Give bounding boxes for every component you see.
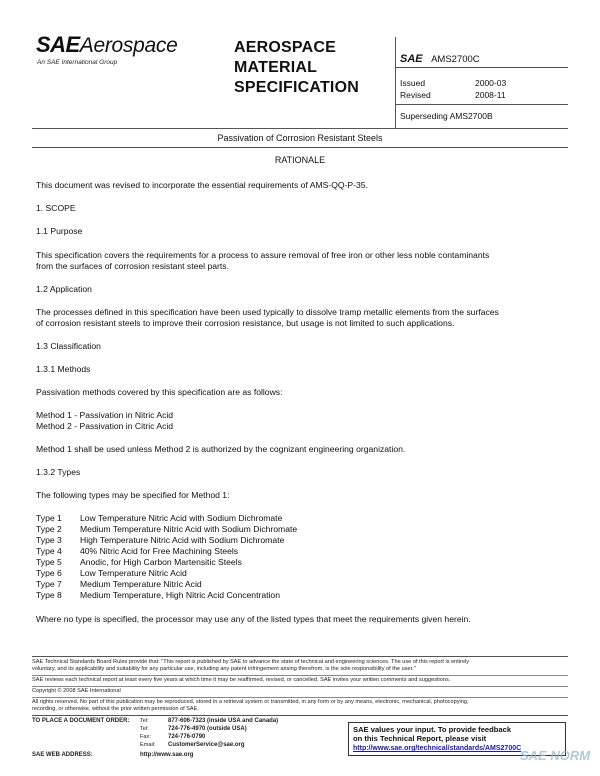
header-divider [32,128,568,129]
type-label: Type 5 [36,557,62,567]
sae-aerospace-logo [36,32,177,58]
header-divider [395,67,568,68]
section-heading: 1.3.2 Types [36,467,81,477]
rationale-text: This document was revised to incorporate the essential requirements of AMS-QQ-P-35. [36,180,368,190]
body-paragraph-line: The processes defined in this specification have been used typically to dissolve tramp metallic elements from the surfaces [36,307,499,317]
footer-notice-line: SAE reviews each technical report at least every five years at which time it may be reaffirmed, revised, or cancelled. SAE invites your written comments and suggestions. [32,677,451,683]
footer-divider [32,697,568,698]
issued-date: 2000-03 [475,78,507,88]
body-paragraph-line: Passivation methods covered by this specification are as follows: [36,387,283,397]
logo-sae-text: SAE [36,32,80,57]
footer-divider [32,715,568,716]
revised-date: 2008-11 [475,90,506,100]
body-paragraph-line: from the surfaces of corrosion resistant steel parts. [36,261,229,271]
footer-divider [32,656,568,657]
type-label: Type 1 [36,513,62,523]
order-label: TO PLACE A DOCUMENT ORDER: [32,718,130,724]
type-description: Anodic, for High Carbon Martensitic Steels [80,557,242,567]
footer-notice-line: All rights reserved. No part of this publication may be reproduced, stored in a retrieval system or transmitted, in any form or by any means, electronic, mechanical, photocopying, [32,699,469,705]
spec-title-line: SPECIFICATION [234,79,359,96]
type-description: High Temperature Nitric Acid with Sodium Dichromate [80,535,285,545]
email-link[interactable]: CustomerService@sae.org [168,742,245,748]
method-item: Method 2 - Passivation in Citric Acid [36,421,174,431]
section-heading: 1.3.1 Methods [36,364,91,374]
issued-label: Issued [400,78,426,88]
email-label: Email: [140,742,156,748]
footer-notice-line: voluntary, and its applicability and suitability for any particular use, including any patent infringement arising therefrom, is the sole responsibility of the user." [32,666,416,672]
section-heading: 1.3 Classification [36,341,101,351]
type-label: Type 7 [36,579,62,589]
revised-label: Revised [400,90,431,100]
type-description: Medium Temperature Nitric Acid [80,579,202,589]
feedback-text: SAE values your input. To provide feedback [353,725,512,734]
body-paragraph-line: of corrosion resistant steels to improve their corrosion resistance, but usage is not limited to such applications. [36,318,455,328]
section-heading: 1. SCOPE [36,203,76,213]
type-label: Type 3 [36,535,62,545]
header-divider [395,37,396,128]
spec-title-line: MATERIAL [234,59,318,76]
footer-divider [32,686,568,687]
body-paragraph-line: Where no type is specified, the processor may use any of the listed types that meet the requirements given herein. [36,614,471,624]
type-label: Type 8 [36,590,62,600]
footer-notice-line: SAE Technical Standards Board Rules provide that: "This report is published by SAE to advance the state of technical and engineering sciences. The use of this report is entirely [32,659,470,665]
header-divider [32,147,568,148]
doc-number: AMS2700C [431,54,480,65]
footer-notice-line: recording, or otherwise, without the prior written permission of SAE. [32,706,199,712]
watermark-logo: SAE NORM [520,748,591,763]
type-label: Type 2 [36,524,62,534]
logo-aerospace-text: Aerospace [79,34,178,57]
tel-value: 877-606-7323 (inside USA and Canada) [168,718,279,724]
copyright: Copyright © 2008 SAE International [32,688,121,694]
type-description: Low Temperature Nitric Acid [80,568,187,578]
document-title: Passivation of Corrosion Resistant Steels [217,133,383,143]
type-label: Type 6 [36,568,62,578]
spec-title [234,38,359,98]
web-label: SAE WEB ADDRESS: [32,752,93,758]
header-divider [395,104,568,105]
rationale-heading: RATIONALE [274,155,326,165]
tel-label: Tel: [140,718,149,724]
web-link[interactable]: http://www.sae.org [140,752,194,758]
section-heading: 1.2 Application [36,284,92,294]
type-label: Type 4 [36,546,62,556]
section-heading: 1.1 Purpose [36,226,83,236]
type-description: 40% Nitric Acid for Free Machining Steels [80,546,239,556]
body-paragraph-line: Method 1 shall be used unless Method 2 is authorized by the cognizant engineering organization. [36,444,406,454]
doc-number-sae: SAE [400,53,423,65]
fax-label: Fax: [140,734,151,740]
type-description: Medium Temperature Nitric Acid with Sodium Dichromate [80,524,298,534]
body-paragraph-line: This specification covers the requirements for a process to assure removal of free iron or other less noble contaminants [36,250,490,260]
doc-number-block [400,49,480,67]
body-paragraph-line: The following types may be specified for Method 1: [36,490,230,500]
type-description: Low Temperature Nitric Acid with Sodium Dichromate [80,513,283,523]
fax-value: 724-776-0790 [168,734,206,740]
footer-divider [32,675,568,676]
feedback-link[interactable]: http://www.sae.org/technical/standards/AMS2700C [353,745,522,752]
tel-label: Tel: [140,726,149,732]
tel-value: 724-776-4970 (outside USA) [168,726,247,732]
type-description: Medium Temperature, High Nitric Acid Concentration [80,590,280,600]
logo-subtitle: An SAE International Group [37,59,118,66]
feedback-text: on this Technical Report, please visit [353,734,487,743]
method-item: Method 1 - Passivation in Nitric Acid [36,410,174,420]
spec-title-line: AEROSPACE [234,39,336,56]
superseding-note: Superseding AMS2700B [400,111,493,121]
